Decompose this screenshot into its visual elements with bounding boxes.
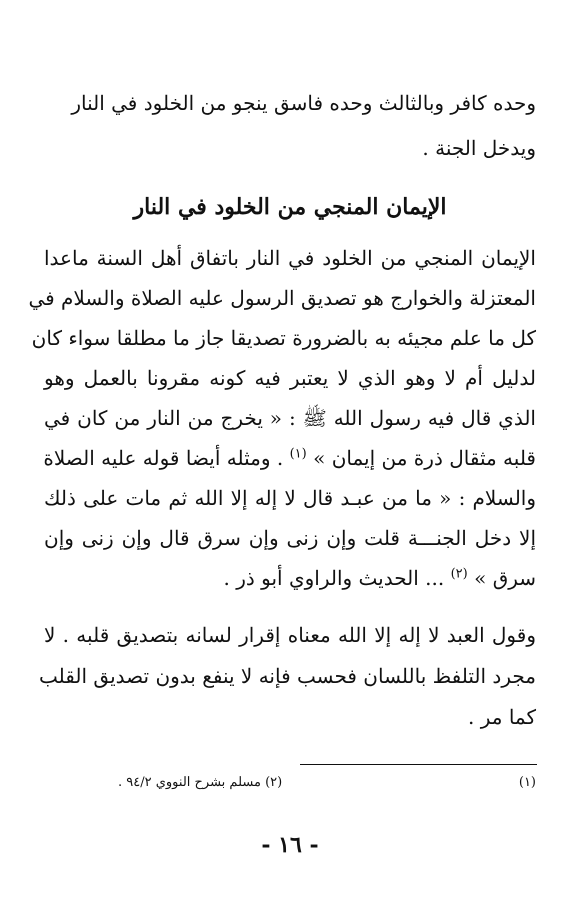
text-line-4: المعتزلة والخوارج هو تصديق الرسول عليه الصلاة والسلام في bbox=[28, 286, 536, 310]
footnote-divider bbox=[300, 764, 537, 765]
text-line-7: الذي قال فيه رسول الله ﷺ : « يخرج من النار من كان في bbox=[44, 406, 536, 430]
text-line-2: ويدخل الجنة . bbox=[422, 136, 536, 160]
text-line-13: مجرد التلفظ باللسان فحسب فإنه لا ينفع بدون تصديق القلب bbox=[39, 664, 536, 688]
text-segment: سرق » bbox=[474, 566, 536, 590]
text-line-10: إلا دخل الجنـــة قلت وإن زنى وإن سرق قال وإن زنى وإن bbox=[44, 526, 536, 550]
text-line-6: لدليل أم لا وهو الذي لا يعتبر فيه كونه مقرونا بالعمل وهو bbox=[44, 366, 536, 390]
footnote-ref-1: (١) bbox=[289, 446, 307, 462]
text-line-14: كما مر . bbox=[468, 705, 536, 729]
text-segment: ... الحديث والراوي أبو ذر . bbox=[223, 566, 445, 590]
text-segment: قلبه مثقال ذرة من إيمان » bbox=[313, 446, 536, 470]
text-line-5: كل ما علم مجيئه به بالضرورة تصديقا جاز ما مطلقا سواء كان bbox=[31, 326, 536, 350]
footnote-1: (١) bbox=[518, 775, 536, 790]
text-line-8 bbox=[44, 448, 536, 468]
text-segment: . ومثله أيضا قوله عليه الصلاة bbox=[43, 446, 284, 470]
footnote-2: (٢) مسلم بشرح النووي ٩٤/٢ . bbox=[118, 775, 283, 790]
page-number: - ١٦ - bbox=[261, 832, 319, 858]
text-line-9: والسلام : « ما من عبـد قال لا إله إلا الله ثم مات على ذلك bbox=[44, 486, 536, 510]
text-line-3: الإيمان المنجي من الخلود في النار باتفاق أهل السنة ماعدا bbox=[44, 246, 536, 270]
section-heading: الإيمان المنجي من الخلود في النار bbox=[133, 194, 447, 220]
text-line-11 bbox=[44, 568, 536, 588]
text-line-12: وقول العبد لا إله إلا الله معناه إقرار لسانه بتصديق قلبه . لا bbox=[44, 623, 536, 647]
footnote-ref-2: (٢) bbox=[450, 566, 468, 582]
text-line-1: وحده كافر وبالثالث وحده فاسق ينجو من الخلود في النار bbox=[71, 91, 536, 115]
